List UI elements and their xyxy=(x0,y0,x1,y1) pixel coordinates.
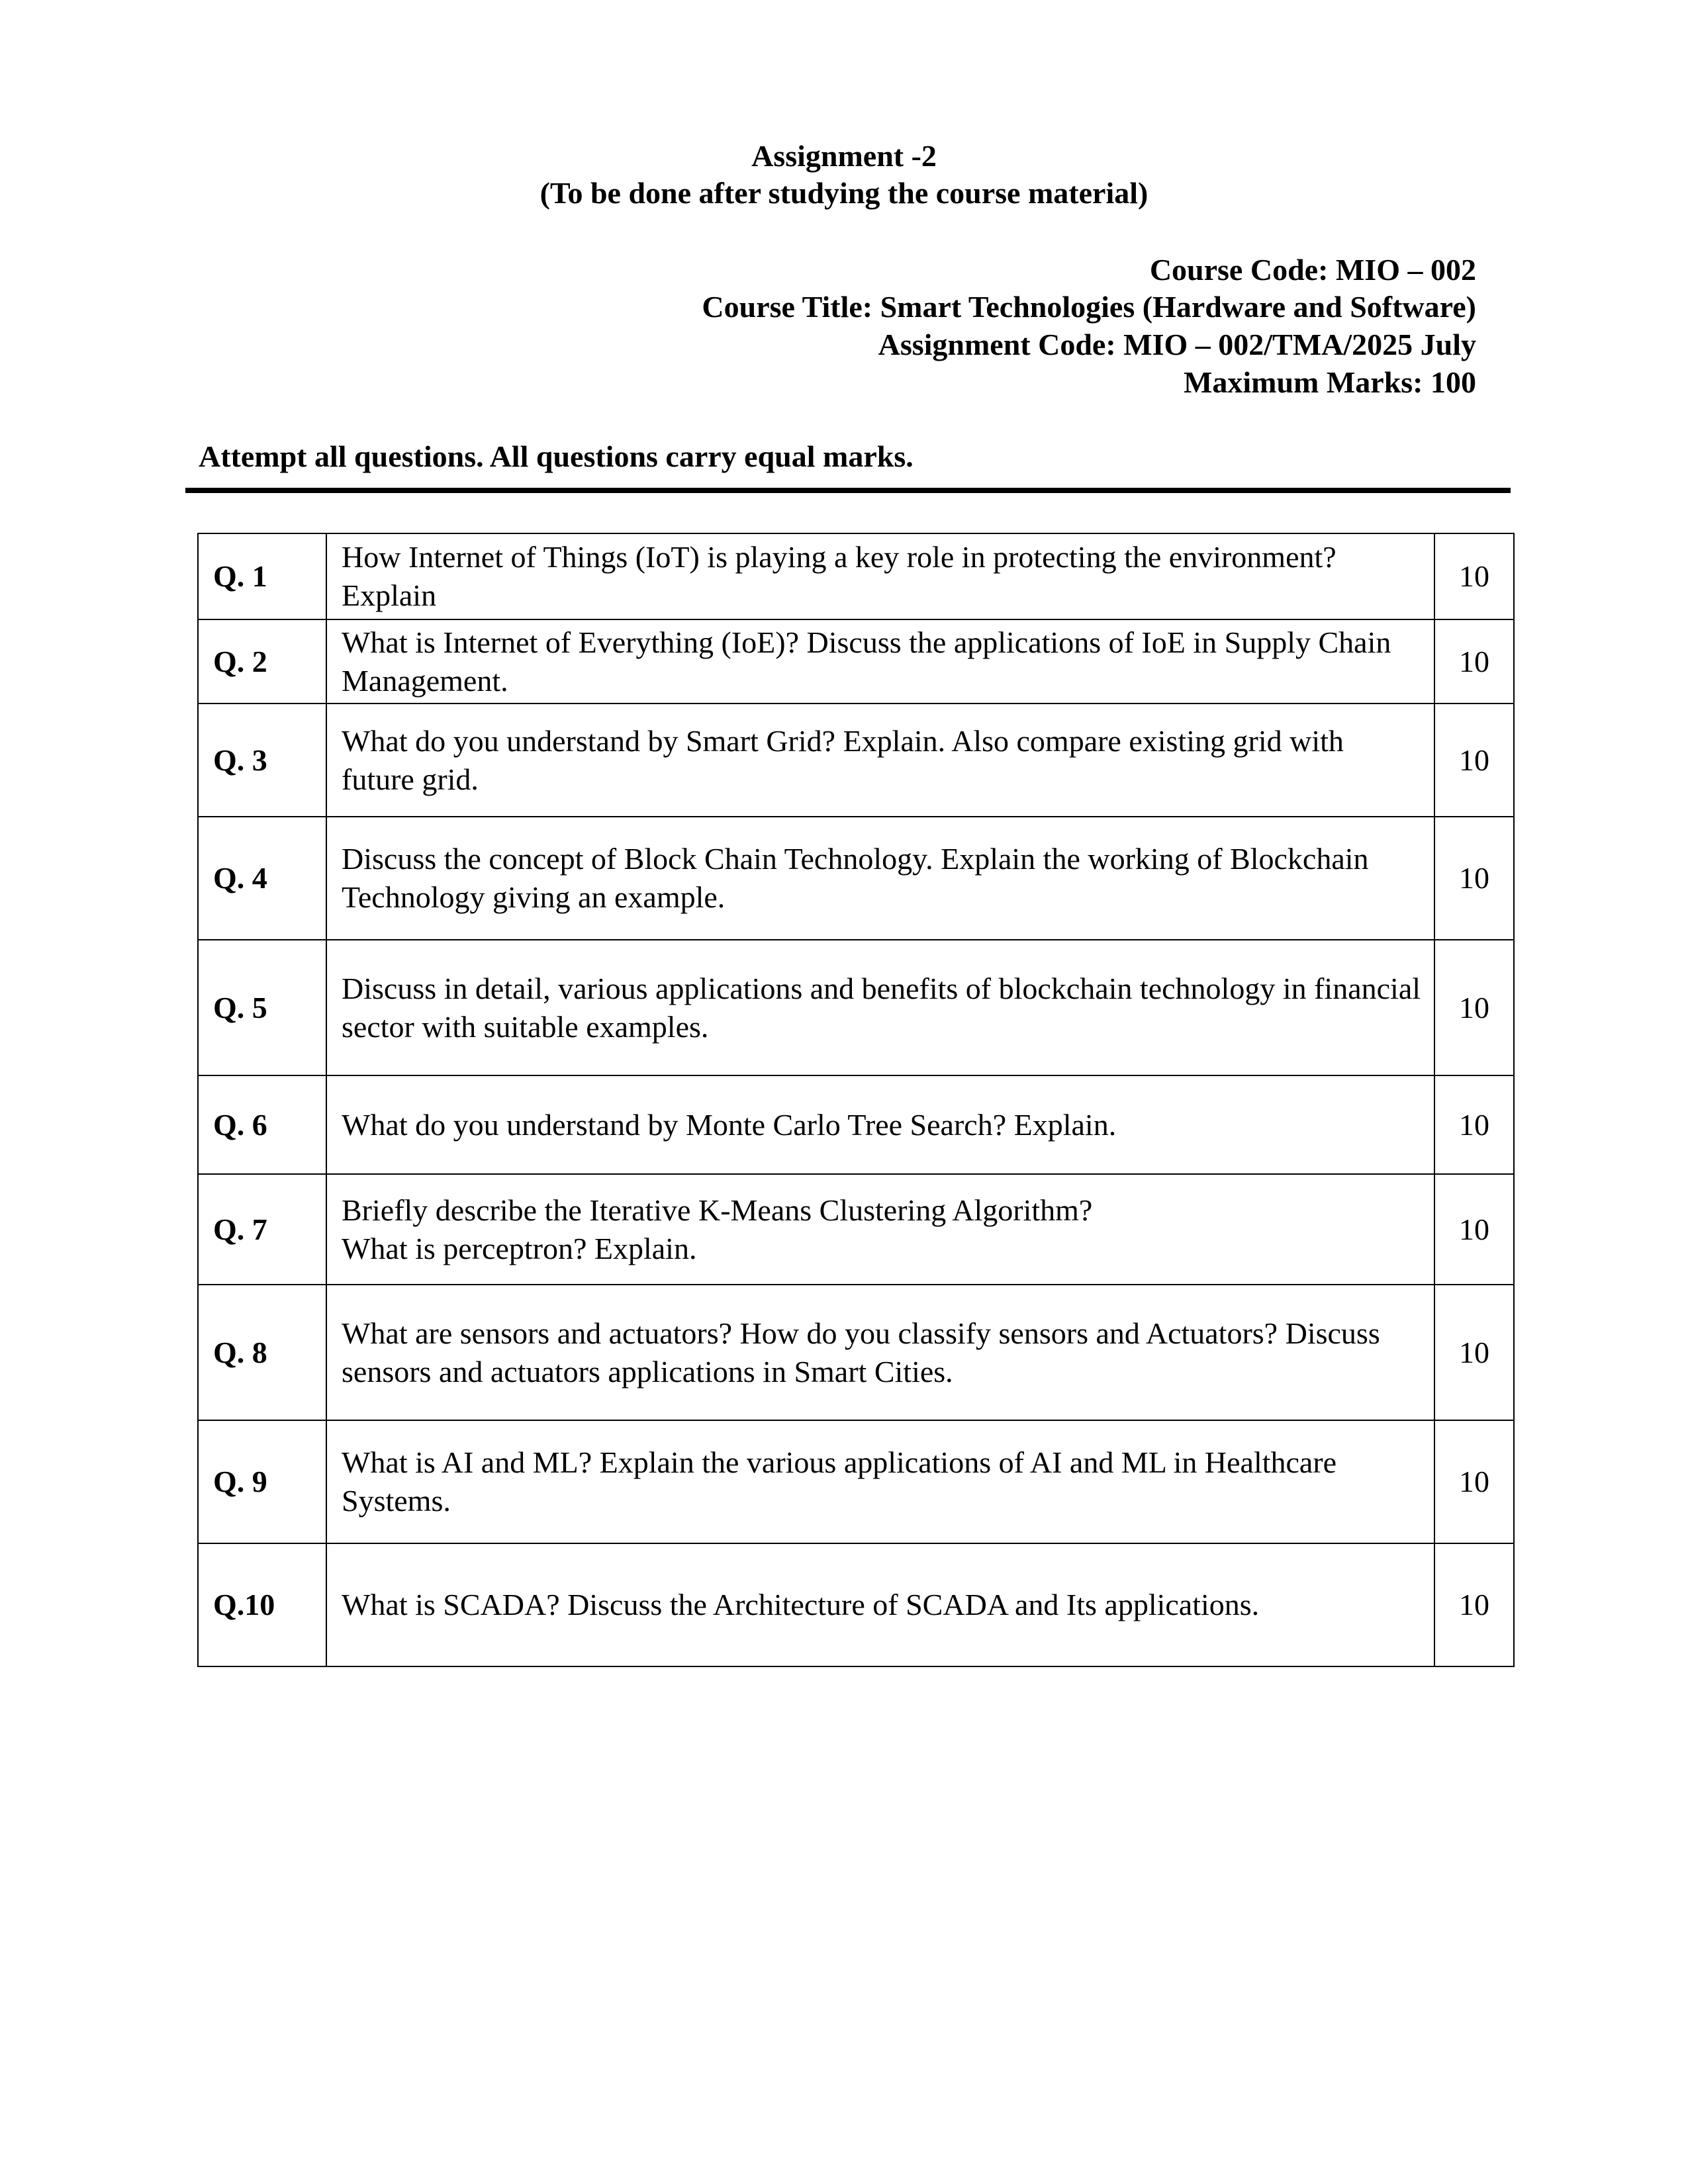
question-number: Q. 6 xyxy=(198,1075,326,1174)
table-row xyxy=(198,704,1514,817)
question-text: What do you understand by Smart Grid? Explain. Also compare existing grid with future grid. xyxy=(326,704,1434,817)
question-text: Briefly describe the Iterative K-Means Clustering Algorithm? What is perceptron? Explain. xyxy=(326,1174,1434,1285)
questions-table xyxy=(197,533,1515,1667)
assignment-subtitle: (To be done after studying the course material) xyxy=(539,176,1149,210)
question-text: What is Internet of Everything (IoE)? Discuss the applications of IoE in Supply Chain Management. xyxy=(326,619,1434,704)
table-row xyxy=(198,1174,1514,1285)
instructions: Attempt all questions. All questions carry equal marks. xyxy=(199,439,914,473)
table-row xyxy=(198,1075,1514,1174)
table-row xyxy=(198,619,1514,704)
table-row xyxy=(198,533,1514,619)
table-row xyxy=(198,817,1514,940)
question-text: What is AI and ML? Explain the various applications of AI and ML in Healthcare Systems. xyxy=(326,1420,1434,1543)
question-marks: 10 xyxy=(1434,619,1514,704)
question-number: Q. 8 xyxy=(198,1285,326,1420)
question-marks: 10 xyxy=(1434,1543,1514,1666)
question-number: Q. 3 xyxy=(198,704,326,817)
question-number: Q.10 xyxy=(198,1543,326,1666)
question-number: Q. 1 xyxy=(198,533,326,619)
question-text: What is SCADA? Discuss the Architecture of SCADA and Its applications. xyxy=(326,1543,1434,1666)
question-marks: 10 xyxy=(1434,533,1514,619)
assignment-title: Assignment -2 xyxy=(751,139,937,173)
question-number: Q. 5 xyxy=(198,940,326,1075)
maximum-marks: Maximum Marks: 100 xyxy=(1183,365,1476,399)
question-marks: 10 xyxy=(1434,940,1514,1075)
question-text: What are sensors and actuators? How do you classify sensors and Actuators? Discuss sensors and actuators applications in Smart Cities. xyxy=(326,1285,1434,1420)
question-text: Discuss in detail, various applications and benefits of blockchain technology in financial sector with suitable examples. xyxy=(326,940,1434,1075)
table-row xyxy=(198,1285,1514,1420)
question-number: Q. 2 xyxy=(198,619,326,704)
question-number: Q. 7 xyxy=(198,1174,326,1285)
table-row xyxy=(198,940,1514,1075)
table-row xyxy=(198,1420,1514,1543)
question-marks: 10 xyxy=(1434,1174,1514,1285)
assignment-code: Assignment Code: MIO – 002/TMA/2025 July xyxy=(878,328,1476,361)
question-text: What do you understand by Monte Carlo Tree Search? Explain. xyxy=(326,1075,1434,1174)
question-marks: 10 xyxy=(1434,1285,1514,1420)
question-text: How Internet of Things (IoT) is playing a key role in protecting the environment? Explain xyxy=(326,533,1434,619)
course-code: Course Code: MIO – 002 xyxy=(1149,253,1476,287)
question-number: Q. 4 xyxy=(198,817,326,940)
question-marks: 10 xyxy=(1434,817,1514,940)
header-divider xyxy=(185,488,1511,493)
question-marks: 10 xyxy=(1434,1075,1514,1174)
question-text: Discuss the concept of Block Chain Technology. Explain the working of Blockchain Technology giving an example. xyxy=(326,817,1434,940)
question-marks: 10 xyxy=(1434,1420,1514,1543)
question-number: Q. 9 xyxy=(198,1420,326,1543)
table-row xyxy=(198,1543,1514,1666)
question-marks: 10 xyxy=(1434,704,1514,817)
course-title: Course Title: Smart Technologies (Hardware and Software) xyxy=(702,290,1476,324)
